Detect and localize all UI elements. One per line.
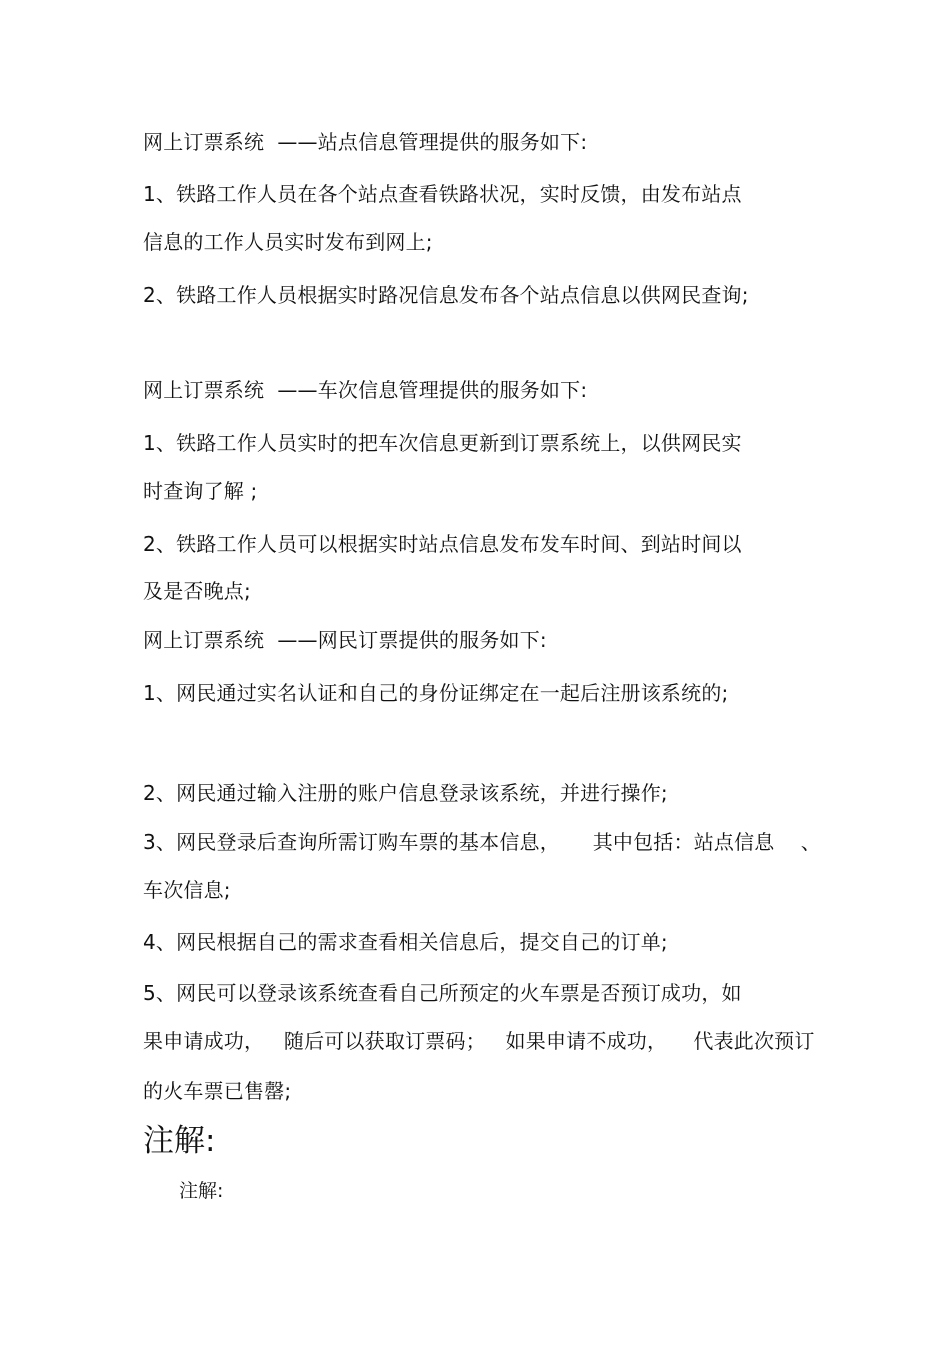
section-1-line-3: 2、铁路工作人员根据实时路况信息发布各个站点信息以供网民查询; [143,283,749,307]
section-3-title: 网上订票系统 ——网民订票提供的服务如下: [143,628,547,652]
section-2-line-4: 及是否晚点; [143,579,251,603]
section-3-line-6: 5、网民可以登录该系统查看自己所预定的火车票是否预订成功，如 [143,981,742,1005]
section-3-line-5: 4、网民根据自己的需求查看相关信息后，提交自己的订单; [143,930,668,954]
section-3-line-3: 3、网民登录后查询所需订购车票的基本信息， 其中包括：站点信息 、 [143,830,821,854]
section-2-line-1: 1、铁路工作人员实时的把车次信息更新到订票系统上，以供网民实 [143,431,742,455]
section-3-line-7: 果申请成功， 随后可以获取订票码； 如果申请不成功， 代表此次预订 [143,1029,815,1053]
note-heading: 注解: [143,1123,216,1159]
section-3-line-2: 2、网民通过输入注册的账户信息登录该系统，并进行操作; [143,781,668,805]
note-subheading: 注解: [179,1180,224,1202]
section-2-line-3: 2、铁路工作人员可以根据实时站点信息发布发车时间、到站时间以 [143,532,742,556]
section-1-line-2: 信息的工作人员实时发布到网上; [143,230,433,254]
section-3-line-8: 的火车票已售罄; [143,1079,292,1103]
section-1-line-1: 1、铁路工作人员在各个站点查看铁路状况，实时反馈，由发布站点 [143,182,742,206]
section-3-line-1: 1、网民通过实名认证和自己的身份证绑定在一起后注册该系统的; [143,681,729,705]
section-2-title: 网上订票系统 ——车次信息管理提供的服务如下: [143,378,588,402]
section-3-line-4: 车次信息; [143,878,231,902]
section-1-title: 网上订票系统 ——站点信息管理提供的服务如下: [143,130,588,154]
section-2-line-2: 时查询了解 ; [143,479,258,503]
